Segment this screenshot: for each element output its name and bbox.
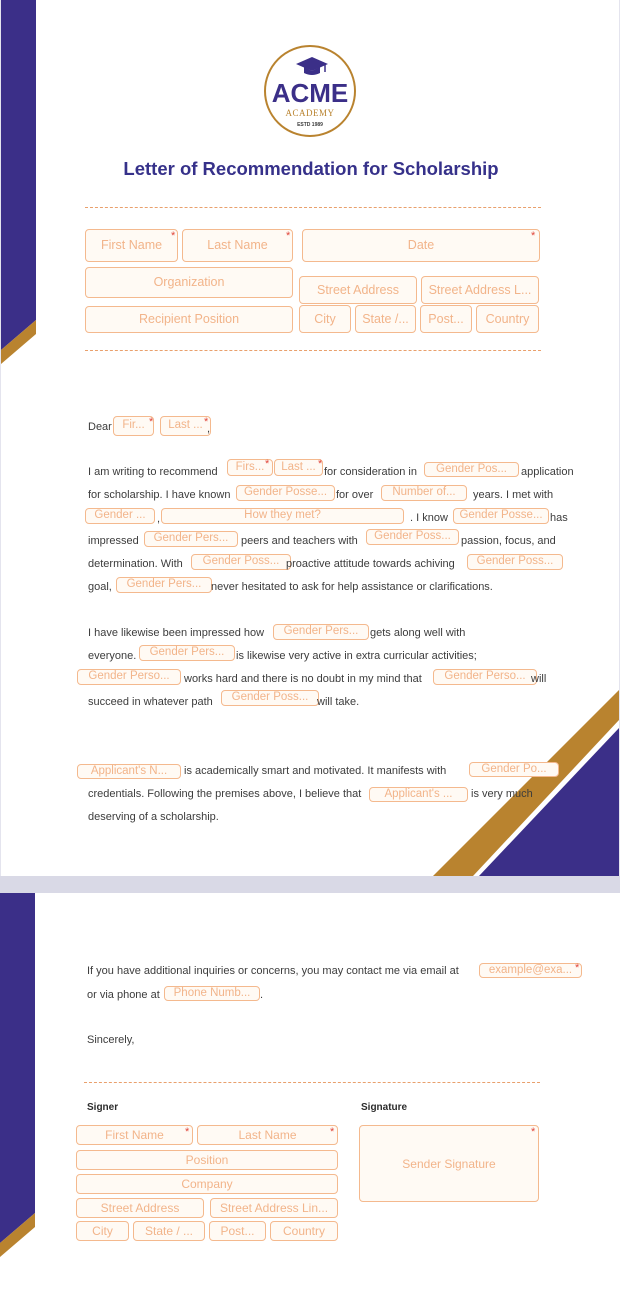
- required-marker: *: [265, 458, 270, 470]
- required-marker: *: [531, 1126, 536, 1138]
- p1-text: passion, focus, and: [461, 535, 556, 547]
- state-field[interactable]: State /...: [355, 305, 416, 333]
- logo-established: ESTD 1989: [297, 122, 323, 128]
- p3-text: deserving of a scholarship.: [88, 811, 219, 823]
- date-field[interactable]: Date: [302, 229, 540, 262]
- signature-pad[interactable]: [359, 1125, 539, 1202]
- signer-postal-field[interactable]: Post...: [209, 1221, 266, 1241]
- contact-text: If you have additional inquiries or concerns, you may contact me via email at: [87, 965, 459, 977]
- graduation-cap-icon: [295, 55, 329, 77]
- signer-company-field[interactable]: Company: [76, 1174, 338, 1194]
- page-separator: [0, 876, 620, 893]
- p1-text: peers and teachers with: [241, 535, 358, 547]
- p1-gender-possessive-field-8[interactable]: Gender Poss...: [467, 554, 563, 570]
- recipient-first-name-field[interactable]: First Name: [85, 229, 178, 262]
- logo-subtitle: ACADEMY: [285, 108, 335, 118]
- p2-gender-pers-field-2[interactable]: Gender Pers...: [139, 645, 235, 661]
- signer-country-field[interactable]: Country: [270, 1221, 338, 1241]
- p2-text: will: [531, 673, 547, 685]
- p3-text: is academically smart and motivated. It manifests with: [184, 765, 447, 777]
- signature-label: Signature: [361, 1102, 408, 1113]
- p1-text: I am writing to recommend: [88, 466, 218, 478]
- required-marker: *: [185, 1126, 190, 1138]
- dear-last-name-field[interactable]: Last ...: [160, 416, 211, 436]
- signer-position-field[interactable]: Position: [76, 1150, 338, 1170]
- divider: [84, 1082, 540, 1083]
- applicant-name-field-1[interactable]: Applicant's N...: [77, 764, 181, 779]
- applicant-name-field-2[interactable]: Applicant's ...: [369, 787, 468, 802]
- organization-field[interactable]: Organization: [85, 267, 293, 298]
- p1-text: application: [521, 466, 574, 478]
- divider-top: [85, 207, 541, 208]
- p1-text: . I know: [410, 512, 448, 524]
- p1-text: determination. With: [88, 558, 183, 570]
- email-field[interactable]: example@exa...: [479, 963, 582, 978]
- p1-text: goal,: [88, 581, 112, 593]
- p2-text: is likewise very active in extra curricular activities;: [236, 650, 477, 662]
- contact-text: .: [260, 989, 264, 1001]
- p1-text: for scholarship. I have known: [88, 489, 231, 501]
- signer-street-address-field[interactable]: Street Address: [76, 1198, 204, 1218]
- signer-street-address-line2-field[interactable]: Street Address Lin...: [210, 1198, 338, 1218]
- p1-text: never hesitated to ask for help assistance or clarifications.: [211, 581, 493, 593]
- p1-text: ,: [157, 513, 161, 525]
- salutation-comma: ,: [207, 423, 211, 435]
- p1-text: impressed: [88, 535, 139, 547]
- p1-applicant-last-name-field[interactable]: Last ...: [274, 459, 323, 476]
- recipient-position-field[interactable]: Recipient Position: [85, 306, 293, 333]
- dear-first-name-field[interactable]: Fir...: [113, 416, 154, 436]
- p1-text: years. I met with: [473, 489, 554, 501]
- p2-gender-pers-field-4[interactable]: Gender Perso...: [433, 669, 537, 685]
- required-marker: *: [318, 458, 323, 470]
- p2-text: will take.: [317, 696, 360, 708]
- p3-text: credentials. Following the premises above, I believe that: [88, 788, 362, 800]
- page-title: Letter of Recommendation for Scholarship: [123, 158, 499, 179]
- p1-text: proactive attitude towards achiving: [286, 558, 455, 570]
- p1-gender-possessive-field-1[interactable]: Gender Pos...: [424, 462, 519, 477]
- required-marker: *: [149, 416, 154, 428]
- p1-gender-field-3[interactable]: Gender ...: [85, 508, 155, 524]
- required-marker: *: [531, 230, 536, 242]
- signer-city-field[interactable]: City: [76, 1221, 129, 1241]
- letter-page-2: [0, 893, 620, 1314]
- signer-last-name-field[interactable]: Last Name: [197, 1125, 338, 1145]
- city-field[interactable]: City: [299, 305, 351, 333]
- p3-gender-possessive-field[interactable]: Gender Po...: [469, 762, 559, 777]
- years-known-field[interactable]: Number of...: [381, 485, 467, 501]
- p2-text: everyone.: [88, 650, 137, 662]
- divider-bottom: [85, 350, 541, 351]
- salutation: Dear: [88, 421, 112, 433]
- p1-gender-possessive-field-6[interactable]: Gender Poss...: [366, 529, 459, 545]
- acme-logo: [264, 45, 356, 137]
- p2-gender-pers-field-3[interactable]: Gender Perso...: [77, 669, 181, 685]
- signature-placeholder: Sender Signature: [402, 1156, 496, 1171]
- phone-field[interactable]: Phone Numb...: [164, 986, 260, 1001]
- how-they-met-field[interactable]: How they met?: [161, 508, 404, 524]
- p1-gender-pers-field-9[interactable]: Gender Pers...: [116, 577, 212, 593]
- logo-name: ACME: [271, 78, 349, 108]
- street-address-field[interactable]: Street Address: [299, 276, 417, 304]
- contact-text: or via phone at: [87, 989, 160, 1001]
- signer-state-field[interactable]: State / ...: [133, 1221, 205, 1241]
- p1-text: for consideration in: [324, 466, 417, 478]
- country-field[interactable]: Country: [476, 305, 539, 333]
- p1-gender-possessive-field-2[interactable]: Gender Posse...: [236, 485, 335, 501]
- p2-gender-possessive-field-5[interactable]: Gender Poss...: [221, 690, 319, 706]
- signer-first-name-field[interactable]: First Name: [76, 1125, 193, 1145]
- street-address-line2-field[interactable]: Street Address L...: [421, 276, 539, 304]
- p3-text: is very much: [471, 788, 533, 800]
- p2-text: works hard and there is no doubt in my mind that: [184, 673, 422, 685]
- p1-gender-possessive-field-7[interactable]: Gender Poss...: [191, 554, 291, 570]
- recipient-last-name-field[interactable]: Last Name: [182, 229, 293, 262]
- p2-gender-pers-field-1[interactable]: Gender Pers...: [273, 624, 369, 640]
- p1-gender-pers-field-5[interactable]: Gender Pers...: [144, 531, 238, 547]
- signer-label: Signer: [87, 1102, 119, 1113]
- p1-text: for over: [336, 489, 374, 501]
- p1-text: has: [550, 512, 568, 524]
- postal-field[interactable]: Post...: [420, 305, 472, 333]
- required-marker: *: [575, 962, 580, 974]
- required-marker: *: [286, 230, 291, 242]
- p1-gender-possessive-field-4[interactable]: Gender Posse...: [453, 508, 549, 524]
- closing-text: Sincerely,: [87, 1034, 135, 1046]
- p1-applicant-first-name-field[interactable]: Firs...: [227, 459, 273, 476]
- p2-text: I have likewise been impressed how: [88, 627, 265, 639]
- required-marker: *: [171, 230, 176, 242]
- p2-text: succeed in whatever path: [88, 696, 213, 708]
- required-marker: *: [204, 416, 209, 428]
- required-marker: *: [330, 1126, 335, 1138]
- p2-text: gets along well with: [370, 627, 466, 639]
